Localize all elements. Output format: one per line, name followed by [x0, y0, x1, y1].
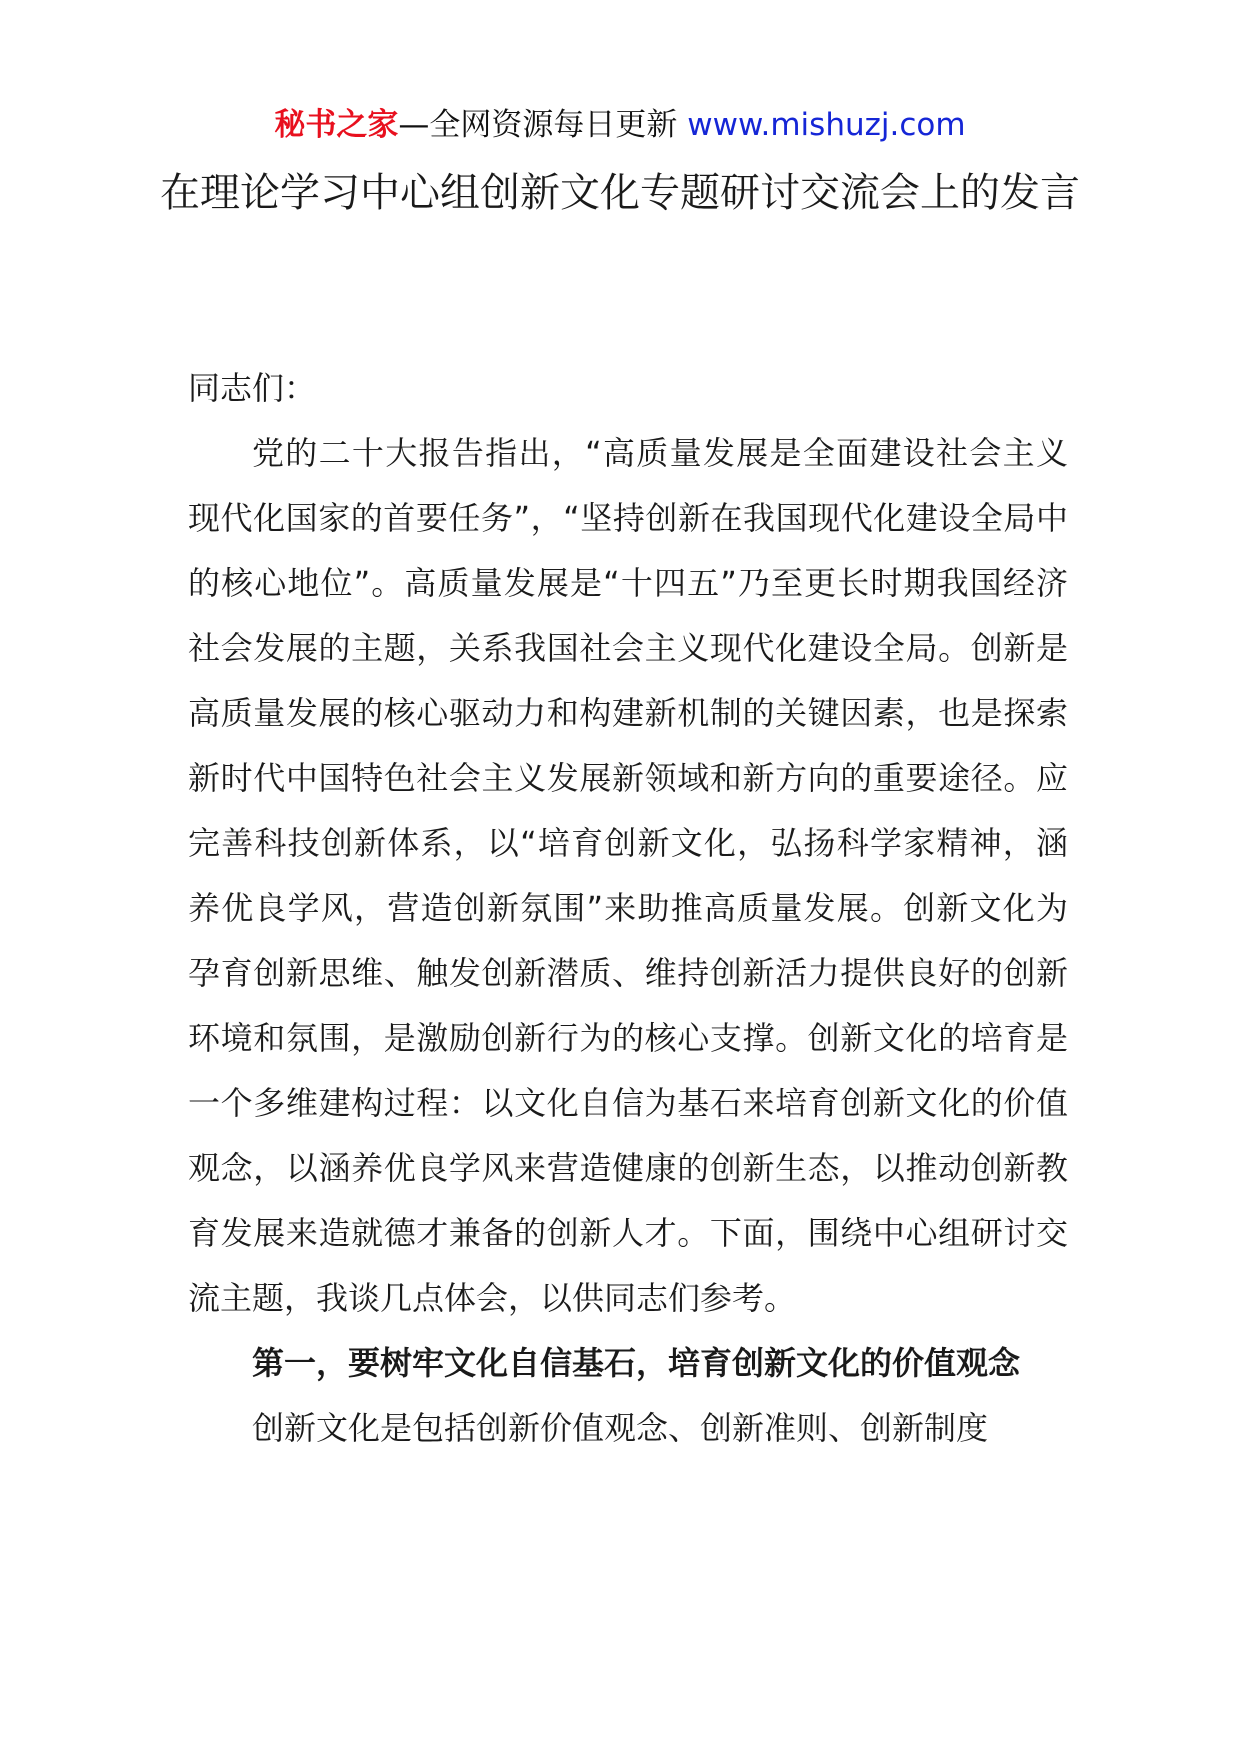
- watermark-header: [0, 98, 1240, 152]
- body-paragraph: 党的二十大报告指出，“高质量发展是全面建设社会主义现代化国家的首要任务”，“坚持创新在我国现代化建设全局中的核心地位”。高质量发展是“十四五”乃至更长时期我国经济社会发展的主题，关系我国社会主义现代化建设全局。创新是高质量发展的核心驱动力和构建新机制的关键因素，也是探索新时代中国特色社会主义发展新领域和新方向的重要途径。应完善科技创新体系，以“培育创新文化，弘扬科学家精神，涵养优良学风，营造创新氛围”来助推高质量发展。创新文化为孕育创新思维、触发创新潜质、维持创新活力提供良好的创新环境和氛围，是激励创新行为的核心支撑。创新文化的培育是一个多维建构过程：以文化自信为基石来培育创新文化的价值观念，以涵养优良学风来营造健康的创新生态，以推动创新教育发展来造就德才兼备的创新人才。下面，围绕中心组研讨交流主题，我谈几点体会，以供同志们参考。: [188, 434, 1068, 1317]
- site-url: www.mishuzj.com: [687, 107, 966, 143]
- brand-name: 秘书之家: [274, 107, 399, 143]
- header-slogan: —全网资源每日更新: [398, 107, 688, 143]
- document-body: [188, 356, 1068, 1461]
- salutation: 同志们：: [188, 369, 317, 407]
- document-title: 在理论学习中心组创新文化专题研讨交流会上的发言: [160, 170, 1080, 216]
- section-paragraph: 创新文化是包括创新价值观念、创新准则、创新制度: [252, 1409, 989, 1447]
- section-heading: 第一，要树牢文化自信基石，培育创新文化的价值观念: [252, 1344, 1021, 1382]
